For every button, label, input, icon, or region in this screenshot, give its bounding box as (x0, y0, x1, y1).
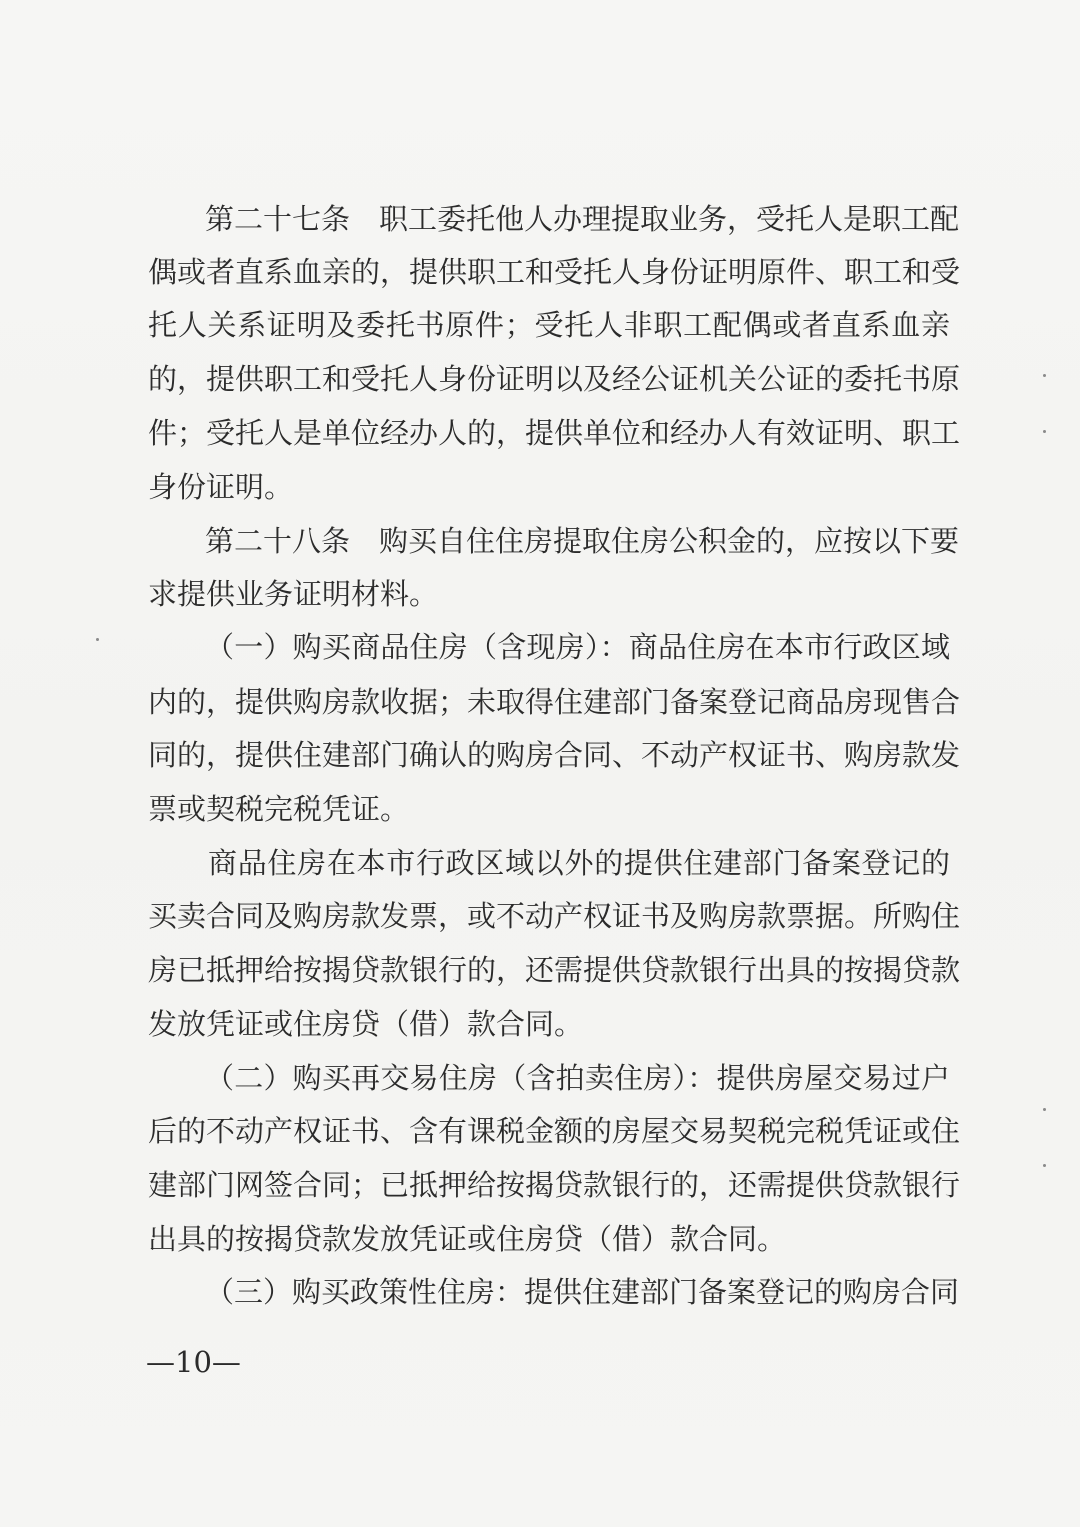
text-line-content: 求提供业务证明材料。 (148, 577, 439, 611)
text-line (148, 467, 294, 507)
text-line-content: 票或契税完税凭证。 (148, 792, 410, 826)
text-line-content: 身份证明。 (148, 470, 294, 504)
text-line-content: 托人关系证明及委托书原件；受托人非职工配偶或者直系血亲 (148, 308, 950, 342)
text-line (148, 1004, 584, 1044)
text-line (205, 521, 960, 561)
text-line (205, 1058, 950, 1098)
text-line-content: 商品住房在本市行政区域以外的提供住建部门备案登记的 (208, 846, 950, 880)
text-line (148, 413, 961, 453)
text-line-content: 同的，提供住建部门确认的购房合同、不动产权证书、购房款发 (148, 738, 961, 772)
text-line (205, 1272, 960, 1312)
text-line-content: 房已抵押给按揭贷款银行的，还需提供贷款银行出具的按揭贷款 (148, 953, 961, 987)
text-line-content: 发放凭证或住房贷（借）款合同。 (148, 1007, 584, 1041)
text-line (148, 896, 961, 936)
text-line-content: （一）购买商品住房（含现房）：商品住房在本市行政区域 (205, 630, 950, 664)
text-line (148, 574, 439, 614)
text-line-content: 建部门网签合同；已抵押给按揭贷款银行的，还需提供贷款银行 (148, 1168, 961, 1202)
text-line (148, 359, 961, 399)
text-line (205, 199, 960, 239)
text-line-content: 件；受托人是单位经办人的，提供单位和经办人有效证明、职工 (148, 416, 961, 450)
text-line (148, 789, 410, 829)
text-line (148, 735, 961, 775)
text-line-content: 后的不动产权证书、含有课税金额的房屋交易契税完税凭证或住 (148, 1114, 961, 1148)
text-line (148, 305, 950, 345)
scan-speck (1043, 430, 1046, 433)
scan-speck (1043, 374, 1046, 377)
scan-speck (1043, 1164, 1046, 1167)
text-line (148, 1165, 961, 1205)
text-line-content: 买卖合同及购房款发票，或不动产权证书及购房款票据。所购住 (148, 899, 961, 933)
page-number: —10— (146, 1345, 241, 1379)
text-line-content: 内的，提供购房款收据；未取得住建部门备案登记商品房现售合 (148, 685, 961, 719)
text-line-content: 的，提供职工和受托人身份证明以及经公证机关公证的委托书原 (148, 362, 961, 396)
text-line (208, 843, 950, 883)
text-line (148, 1219, 787, 1259)
text-line-content: 偶或者直系血亲的，提供职工和受托人身份证明原件、职工和受 (148, 255, 961, 289)
text-line (205, 627, 950, 667)
text-line-content: （二）购买再交易住房（含拍卖住房）：提供房屋交易过户 (205, 1061, 950, 1095)
text-line-content: 第二十七条 职工委托他人办理提取业务，受托人是职工配 (205, 202, 960, 236)
text-line (148, 950, 961, 990)
scan-speck (96, 638, 99, 641)
text-line-content: 出具的按揭贷款发放凭证或住房贷（借）款合同。 (148, 1222, 787, 1256)
text-line (148, 682, 961, 722)
text-line-content: （三）购买政策性住房：提供住建部门备案登记的购房合同 (205, 1275, 960, 1309)
text-line (148, 1111, 961, 1151)
text-line-content: 第二十八条 购买自住住房提取住房公积金的，应按以下要 (205, 524, 960, 558)
scan-speck (1043, 1108, 1046, 1111)
text-line (148, 252, 961, 292)
